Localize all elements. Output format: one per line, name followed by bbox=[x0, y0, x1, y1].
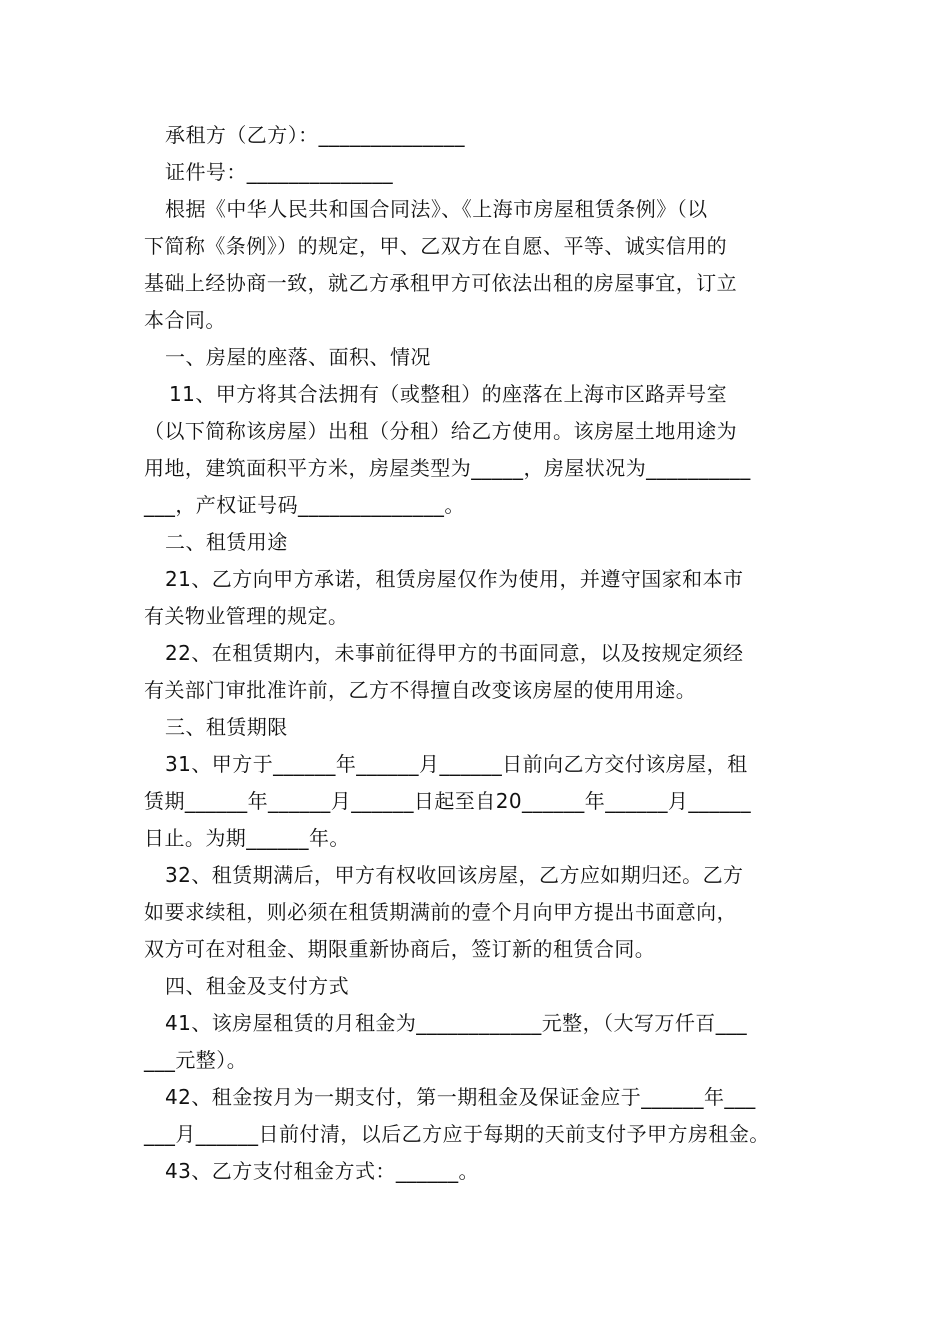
preamble-line-4: 本合同。 bbox=[144, 308, 226, 332]
clause-42-line-2: ___月______日前付清，以后乙方应于每期的天前支付予甲方房租金。 bbox=[144, 1122, 770, 1146]
contract-body bbox=[144, 117, 812, 1190]
clause-42-line-1: 42、租金按月为一期支付，第一期租金及保证金应于______年___ bbox=[165, 1085, 756, 1109]
preamble-line-1: 根据《中华人民共和国合同法》、《上海市房屋租赁条例》（以 bbox=[165, 197, 708, 221]
clause-11-line-2: （以下简称该房屋）出租（分租）给乙方使用。该房屋土地用途为 bbox=[144, 419, 738, 443]
clause-11-line-3: 用地，建筑面积平方米，房屋类型为_____，房屋状况为__________ bbox=[144, 456, 751, 480]
id-number-line: 证件号：______________ bbox=[165, 160, 394, 184]
clause-41-line-1: 41、该房屋租赁的月租金为____________元整，（大写万仟百___ bbox=[165, 1011, 748, 1035]
preamble-line-2: 下简称《条例》）的规定，甲、乙双方在自愿、平等、诚实信用的 bbox=[144, 234, 728, 258]
clause-32-line-3: 双方可在对租金、期限重新协商后，签订新的租赁合同。 bbox=[144, 937, 656, 961]
clause-22-line-1: 22、在租赁期内，未事前征得甲方的书面同意，以及按规定须经 bbox=[165, 641, 744, 665]
section-heading-2: 二、租赁用途 bbox=[165, 530, 288, 554]
clause-31-line-2: 赁期______年______月______日起至自20______年______月______ bbox=[144, 789, 752, 813]
clause-32-line-1: 32、租赁期满后，甲方有权收回该房屋，乙方应如期归还。乙方 bbox=[165, 863, 744, 887]
preamble-line-3: 基础上经协商一致，就乙方承租甲方可依法出租的房屋事宜，订立 bbox=[144, 271, 738, 295]
section-heading-4: 四、租金及支付方式 bbox=[165, 974, 350, 998]
clause-21-line-1: 21、乙方向甲方承诺，租赁房屋仅作为使用，并遵守国家和本市 bbox=[165, 567, 744, 591]
clause-22-line-2: 有关部门审批准许前，乙方不得擅自改变该房屋的使用用途。 bbox=[144, 678, 697, 702]
lessee-line: 承租方（乙方）：______________ bbox=[165, 123, 465, 147]
clause-31-line-3: 日止。为期______年。 bbox=[144, 826, 350, 850]
section-heading-1: 一、房屋的座落、面积、情况 bbox=[165, 345, 431, 369]
section-heading-3: 三、租赁期限 bbox=[165, 715, 288, 739]
clause-43-line-1: 43、乙方支付租金方式：______。 bbox=[165, 1159, 479, 1183]
clause-21-line-2: 有关物业管理的规定。 bbox=[144, 604, 349, 628]
clause-32-line-2: 如要求续租，则必须在租赁期满前的壹个月向甲方提出书面意向， bbox=[144, 900, 738, 924]
clause-31-line-1: 31、甲方于______年______月______日前向乙方交付该房屋，租 bbox=[165, 752, 748, 776]
clause-41-line-2: ___元整）。 bbox=[144, 1048, 248, 1072]
clause-11-line-1: 11、甲方将其合法拥有（或整租）的座落在上海市区路弄号室 bbox=[169, 382, 728, 406]
clause-11-line-4: ___，产权证号码______________。 bbox=[144, 493, 465, 517]
